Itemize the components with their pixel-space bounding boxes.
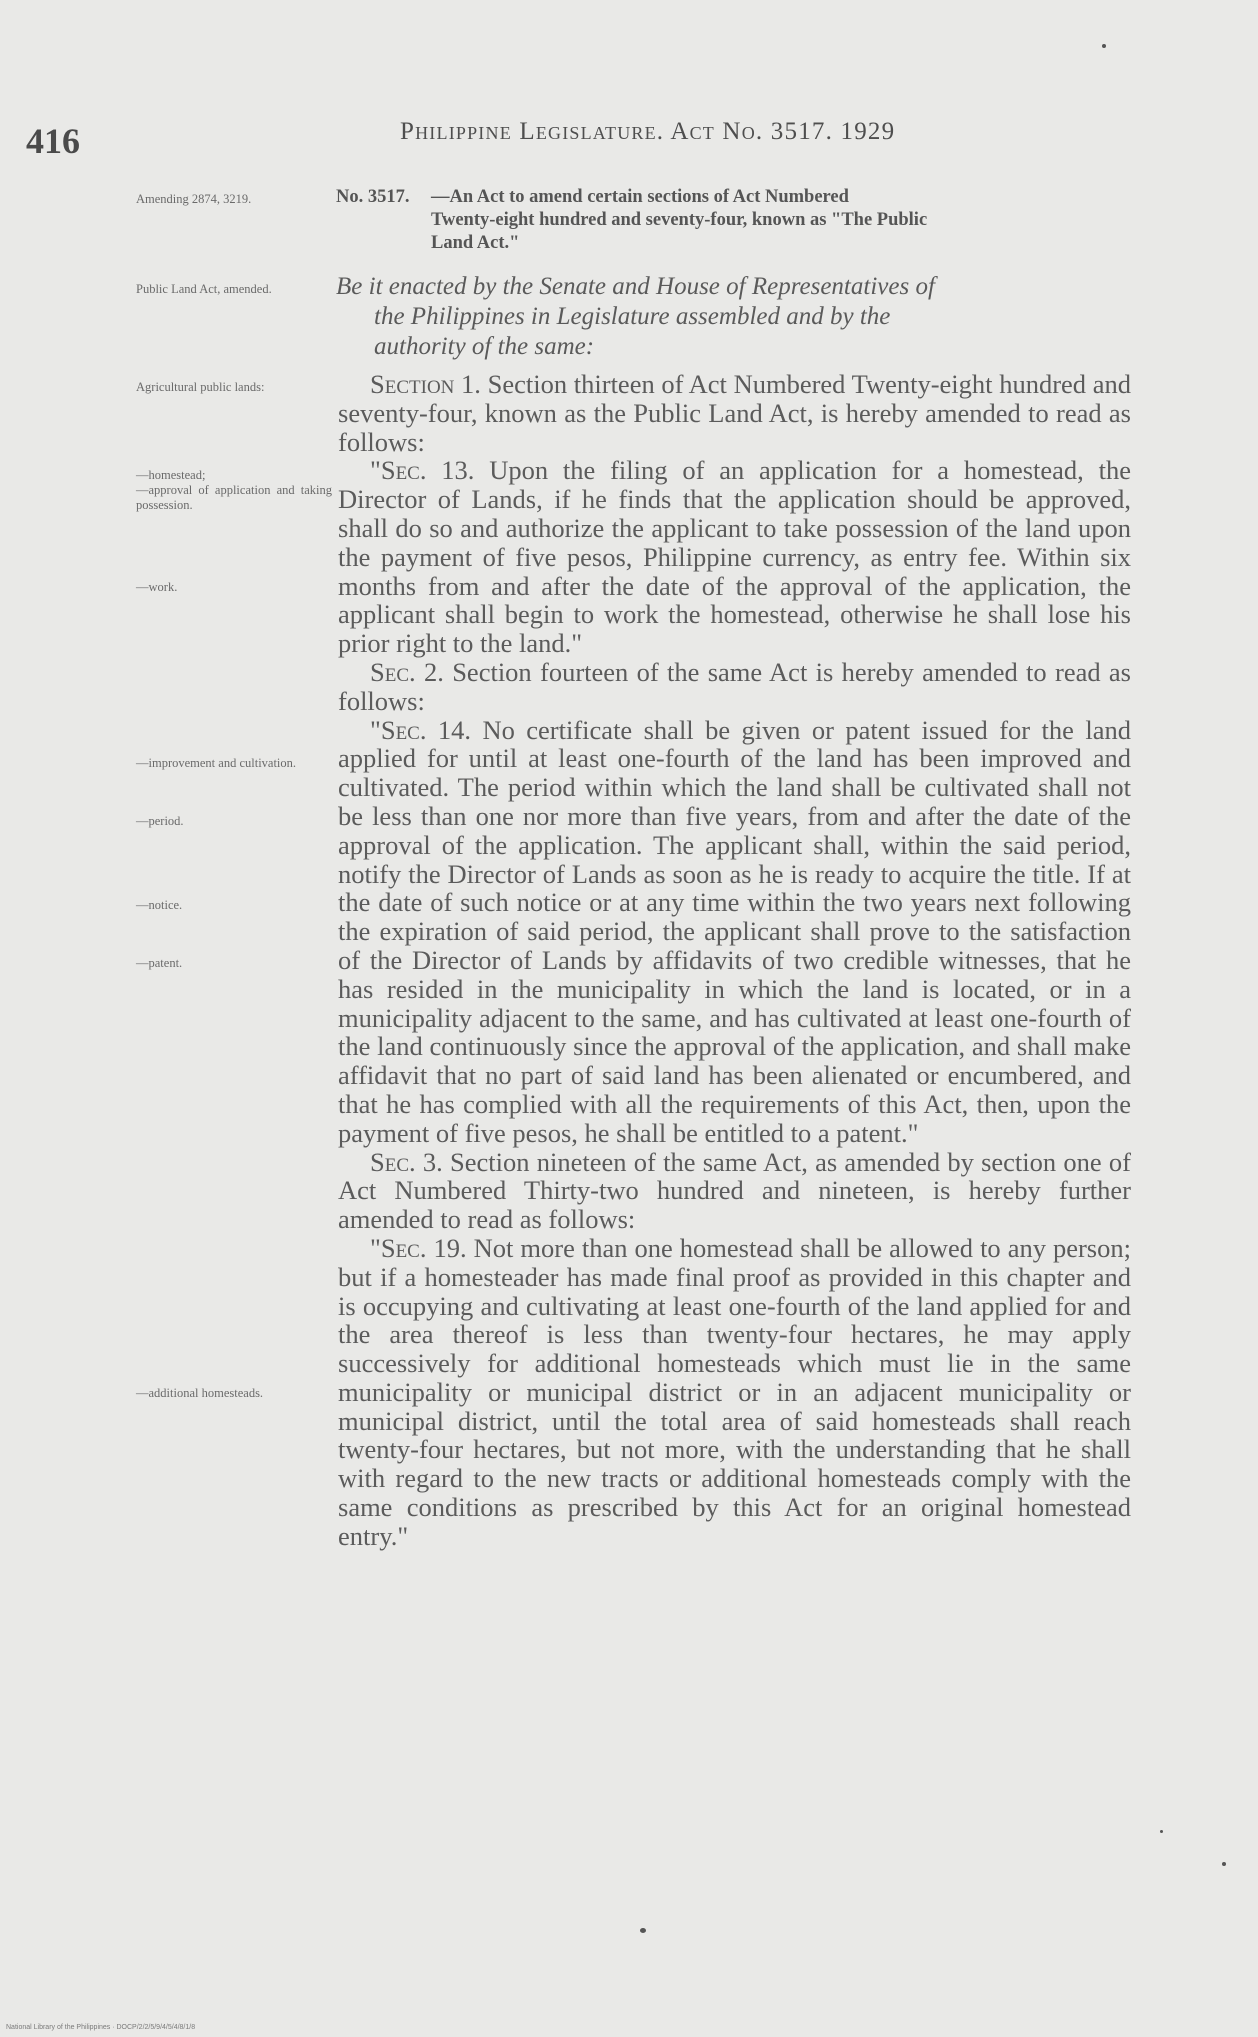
sec-14-heading: Sec. 14. <box>380 714 472 745</box>
act-title <box>336 186 1131 255</box>
act-title-line-3: Land Act." <box>431 233 520 253</box>
section-3-text: Section nineteen of the same Act, as amended by section one of Act Numbered Thirty-two hundred and nineteen, is hereby further amended to read as follows: <box>338 1146 1131 1235</box>
enacting-clause <box>336 272 1131 362</box>
scan-speck <box>1102 44 1106 48</box>
section-2-text: Section fourteen of the same Act is hereby amended to read as follows: <box>338 656 1131 716</box>
margin-note-amending: Amending 2874, 3219. <box>136 192 252 206</box>
enacting-line-2: the Philippines in Legislature assembled and by the <box>374 303 891 330</box>
section-1-text: Section thirteen of Act Numbered Twenty-eight hundred and seventy-four, known as the Public Land Act, is hereby amended to read as follows: <box>338 369 1131 457</box>
margin-note-improvement: —improvement and cultivation. <box>136 756 297 770</box>
section-2-heading: Sec. 2. <box>370 656 444 687</box>
sec-13-quote: " <box>370 455 381 486</box>
margin-note-notice: —notice. <box>136 898 183 912</box>
act-title-line-2: Twenty-eight hundred and seventy-four, known as "The Public <box>431 210 928 230</box>
sec-13-heading: Sec. 13. <box>380 455 475 486</box>
sec-14-text: No certificate shall be given or patent issued for the land applied for until at least one-fourth of the land has been improved and cultivated. The period within which the land shall be cultivated shall not be less than one nor more than five years, from and after the date of the approval of the application. The applicant shall, within the said period, notify the Director of Lands as soon as he is ready to acquire the title. If at the date of such notice or at any time within the two years next following the expiration of said period, the applicant shall prove to the satisfaction of the Director of Lands by affidavits of two credible witnesses, that he has resided in the municipality in which the land is located, or in a municipality adjacent to the same, and has cultivated at least one-fourth of the land continuously since the approval of the application, and shall make affidavit that no part of said land has been alienated or encumbered, and that he has complied with all the requirements of this Act, then, upon the payment of five pesos, he shall be entitled to a patent." <box>338 714 1131 1148</box>
margin-note-additional-homesteads: —additional homesteads. <box>136 1386 264 1400</box>
sec-19-text: Not more than one homestead shall be allowed to any person; but if a homesteader has made final proof as provided in this chapter and is occupying and cultivating at least one-fourth of the land applied for and the area thereof is less than twenty-four hectares, he may apply successively for additional homesteads which must lie in the same municipality or municipal district or in an adjacent municipality or municipal district, until the total area of said homesteads shall reach twenty-four hectares, but not more, with the understanding that he shall with regard to the new tracts or additional homesteads comply with the same conditions as prescribed by this Act for an original homestead entry." <box>338 1232 1131 1551</box>
running-title: Philippine Legislature. Act No. 3517. 1929 <box>400 118 896 145</box>
margin-note-patent: —patent. <box>136 956 183 970</box>
sec-14-quote: " <box>370 714 381 745</box>
page-number: 416 <box>26 121 80 161</box>
scan-speck <box>640 1928 646 1933</box>
sec-13-text: Upon the filing of an application for a homestead, the Director of Lands, if he finds that the application should be approved, shall do so and authorize the applicant to take possession of the land upon the payment of five pesos, Philippine currency, as entry fee. Within six months from and after the date of the approval of the application, the applicant shall begin to work the homestead, otherwise he shall lose his prior right to the land." <box>338 455 1131 659</box>
scan-speck <box>1222 1862 1226 1866</box>
sec-19-heading: Sec. 19. <box>380 1232 467 1263</box>
act-title-line-1: —An Act to amend certain sections of Act Numbered <box>431 187 849 207</box>
margin-note-public-land-act: Public Land Act, amended. <box>136 282 272 296</box>
act-number: No. 3517. <box>336 187 410 207</box>
sec-13 <box>338 456 1131 658</box>
enacting-line-1: Be it enacted by the Senate and House of Representatives of <box>336 273 935 300</box>
act-body <box>338 370 1131 1551</box>
section-1 <box>338 370 1131 456</box>
margin-note-work: —work. <box>136 580 178 594</box>
margin-note-period: —period. <box>136 814 184 828</box>
margin-note-homestead: —homestead; —approval of application and taking possession. <box>136 468 332 512</box>
sec-19-quote: " <box>370 1232 381 1263</box>
section-1-heading: Section 1. <box>370 369 481 399</box>
margin-note-agricultural-lands: Agricultural public lands: <box>136 380 265 394</box>
footer-credit: National Library of the Philippines · DOCP/2/2/5/9/4/5/4/8/1/8 <box>6 2024 196 2031</box>
scan-speck <box>1160 1830 1163 1833</box>
enacting-line-3: authority of the same: <box>374 333 595 360</box>
section-3 <box>338 1148 1131 1234</box>
section-2 <box>338 658 1131 716</box>
sec-19 <box>338 1234 1131 1551</box>
sec-14 <box>338 716 1131 1148</box>
section-3-heading: Sec. 3. <box>370 1146 443 1177</box>
